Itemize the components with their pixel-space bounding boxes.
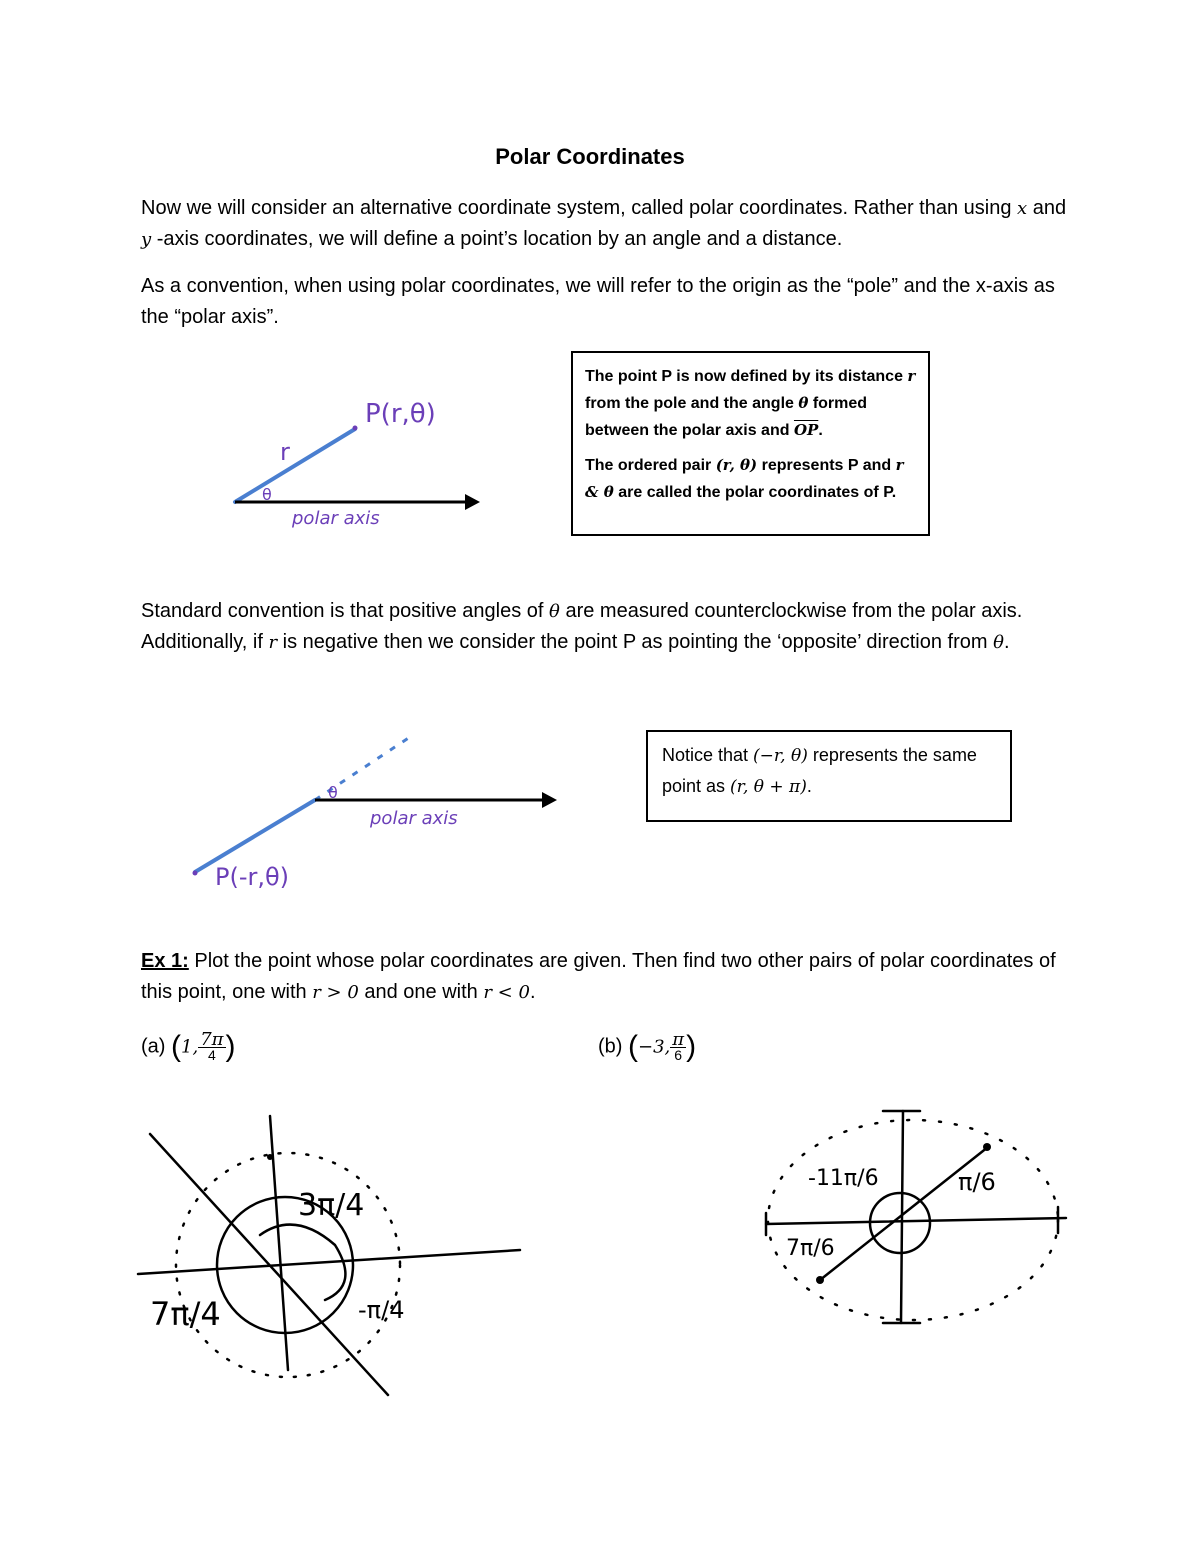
example-prompt: Ex 1: Plot the point whose polar coordinates are given. Then find two other pairs of polar coordinates of this point, one with r > 0 and one with r < 0. — [141, 950, 1056, 1003]
page-title: Polar Coordinates — [495, 144, 685, 169]
arrow-head-icon — [542, 792, 557, 808]
arrow-head-icon — [465, 494, 480, 510]
part-b: (b) (−3, $\frac{\pi}{6}$ ) — [598, 1028, 697, 1063]
intro-paragraph-2: As a convention, when using polar coordinates, we will refer to the origin as the “pole” and the x-axis as the “polar axis”. — [141, 275, 1055, 328]
point-label: P(r,θ) — [365, 399, 436, 429]
annotation-7pi-4: 7π/4 — [150, 1295, 221, 1333]
convention-paragraph: Standard convention is that positive angles of θ are measured counterclockwise from the polar axis. Additionally, if r is negative then we consider the point P as pointing the ‘opposite’ direction from θ. — [141, 600, 1023, 653]
polar-diagram-1 — [220, 390, 500, 540]
negative-radius-line — [195, 800, 315, 872]
sketch-b — [758, 1105, 1078, 1330]
intro-paragraph-1: Now we will consider an alternative coordinate system, called polar coordinates. Rather than using x and y -axis coordinates, we will define a point’s location by an angle and a distance. — [141, 197, 1067, 250]
definition-box: The point P is now defined by its distance r from the pole and the angle θ formed between the polar axis and $\overline{OP}$. The ordered pair (r, θ) represents P and r & θ are called the polar coordinates of P. — [571, 351, 930, 536]
sketch-a — [130, 1110, 530, 1410]
part-a: (a) (1, $\frac{7\pi}{4}$ ) — [141, 1028, 236, 1063]
theta-label: θ — [262, 485, 272, 504]
annotation-neg-pi-4: -π/4 — [358, 1296, 405, 1324]
point-p — [353, 426, 358, 431]
r-label: r — [280, 438, 290, 466]
annotation-pi-6: π/6 — [958, 1168, 996, 1196]
theta-label: θ — [328, 783, 338, 802]
point-label: P(-r,θ) — [215, 863, 290, 891]
radius-line — [235, 429, 355, 502]
point-p — [193, 871, 198, 876]
notice-box: Notice that (−r, θ) represents the same point as (r, θ + π). — [646, 730, 1012, 822]
polar-diagram-2 — [185, 725, 585, 895]
annotation-7pi-6: 7π/6 — [786, 1236, 835, 1261]
polar-axis-label: polar axis — [370, 808, 458, 829]
annotation-neg-11pi-6: -11π/6 — [808, 1166, 879, 1191]
polar-axis-label: polar axis — [292, 508, 380, 529]
annotation-3pi-4: 3π/4 — [298, 1188, 365, 1223]
